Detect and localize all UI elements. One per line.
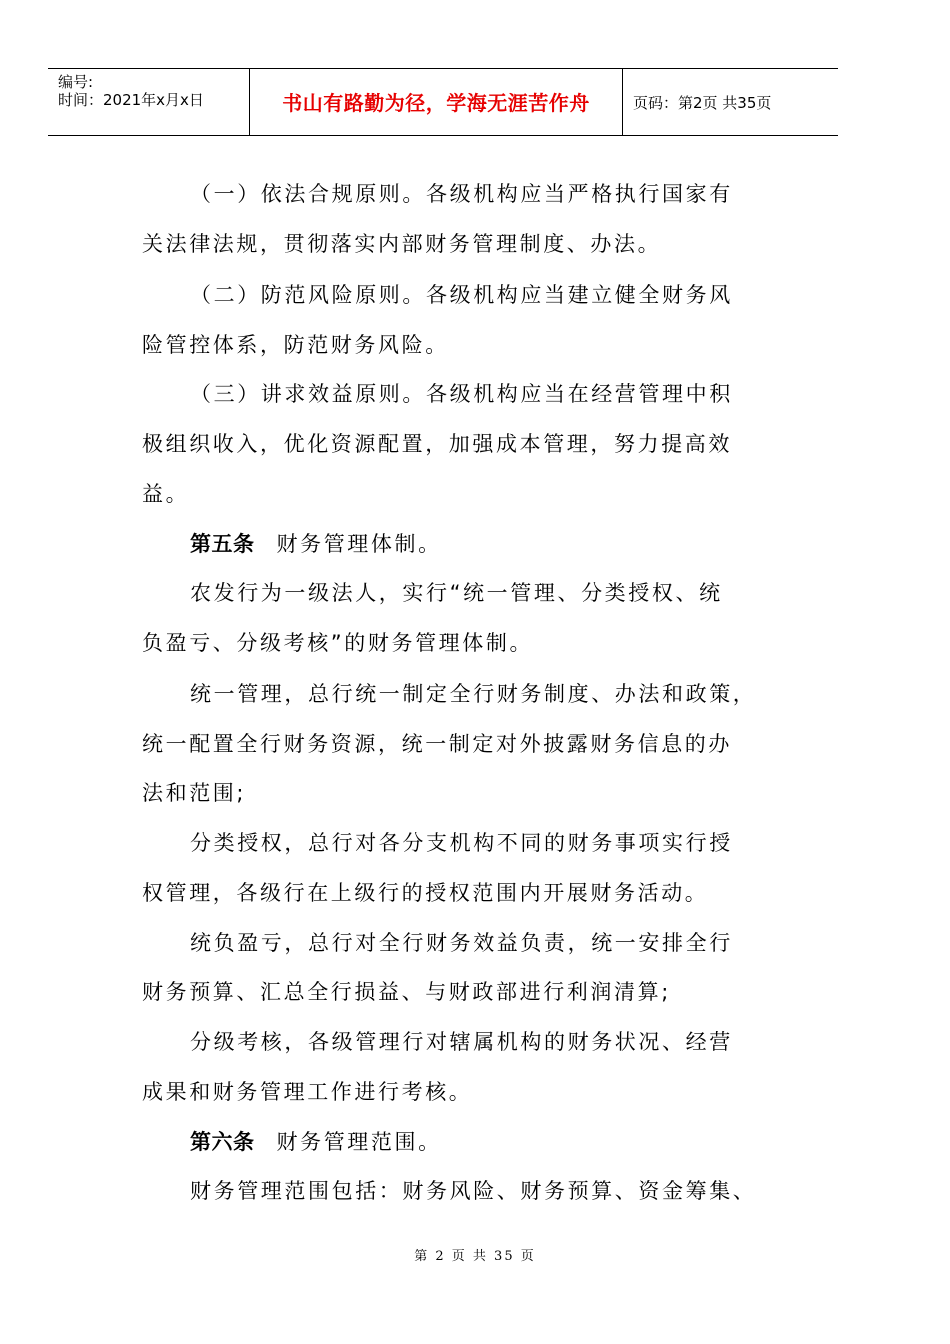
body-line: 统一配置全行财务资源，统一制定对外披露财务信息的办 (142, 732, 732, 756)
body-line: 权管理，各级行在上级行的授权范围内开展财务活动。 (142, 881, 709, 905)
body-line: 成果和财务管理工作进行考核。 (142, 1080, 473, 1104)
article-6-label: 第六条 (190, 1130, 255, 1154)
article-6-title: 财务管理范围。 (276, 1130, 442, 1154)
body-line: 农发行为一级法人，实行“统一管理、分类授权、统 (190, 581, 723, 605)
body-line: 分级考核，各级管理行对辖属机构的财务状况、经营 (190, 1030, 733, 1054)
body-line: 财务预算、汇总全行损益、与财政部进行利润清算; (142, 980, 671, 1004)
body-line: 财务管理范围包括：财务风险、财务预算、资金筹集、 (190, 1179, 757, 1203)
article-5-title: 财务管理体制。 (276, 532, 442, 556)
body-line: （一）依法合规原则。各级机构应当严格执行国家有 (190, 182, 733, 206)
document-time-label: 时间：2021年x月x日 (58, 91, 204, 109)
header-page-cell (623, 69, 838, 135)
body-line: 负盈亏、分级考核”的财务管理体制。 (142, 631, 534, 655)
header-page-number: 页码：第2页 共35页 (633, 94, 772, 112)
body-line: （三）讲求效益原则。各级机构应当在经营管理中积 (190, 382, 733, 406)
header-meta-cell (48, 69, 250, 135)
header-motto-cell (250, 69, 623, 135)
article-5-label: 第五条 (190, 532, 255, 556)
body-line: 极组织收入，优化资源配置，加强成本管理，努力提高效 (142, 432, 732, 456)
header-motto: 书山有路勤为径，学海无涯苦作舟 (282, 91, 590, 115)
body-line: 险管控体系，防范财务风险。 (142, 333, 449, 357)
body-line: 法和范围; (142, 781, 247, 805)
page-footer: 第 2 页 共 35 页 (414, 1249, 536, 1264)
article-5-heading (190, 531, 442, 557)
body-line: 统一管理，总行统一制定全行财务制度、办法和政策， (190, 682, 757, 706)
article-6-heading (190, 1129, 442, 1155)
body-line: 益。 (142, 482, 190, 506)
body-line: 统负盈亏，总行对全行财务效益负责，统一安排全行 (190, 931, 733, 955)
body-line: 分类授权，总行对各分支机构不同的财务事项实行授 (190, 831, 733, 855)
body-line: （二）防范风险原则。各级机构应当建立健全财务风 (190, 283, 733, 307)
body-line: 关法律法规，贯彻落实内部财务管理制度、办法。 (142, 232, 662, 256)
document-code-label: 编号: (58, 73, 94, 91)
page-header (48, 68, 838, 136)
